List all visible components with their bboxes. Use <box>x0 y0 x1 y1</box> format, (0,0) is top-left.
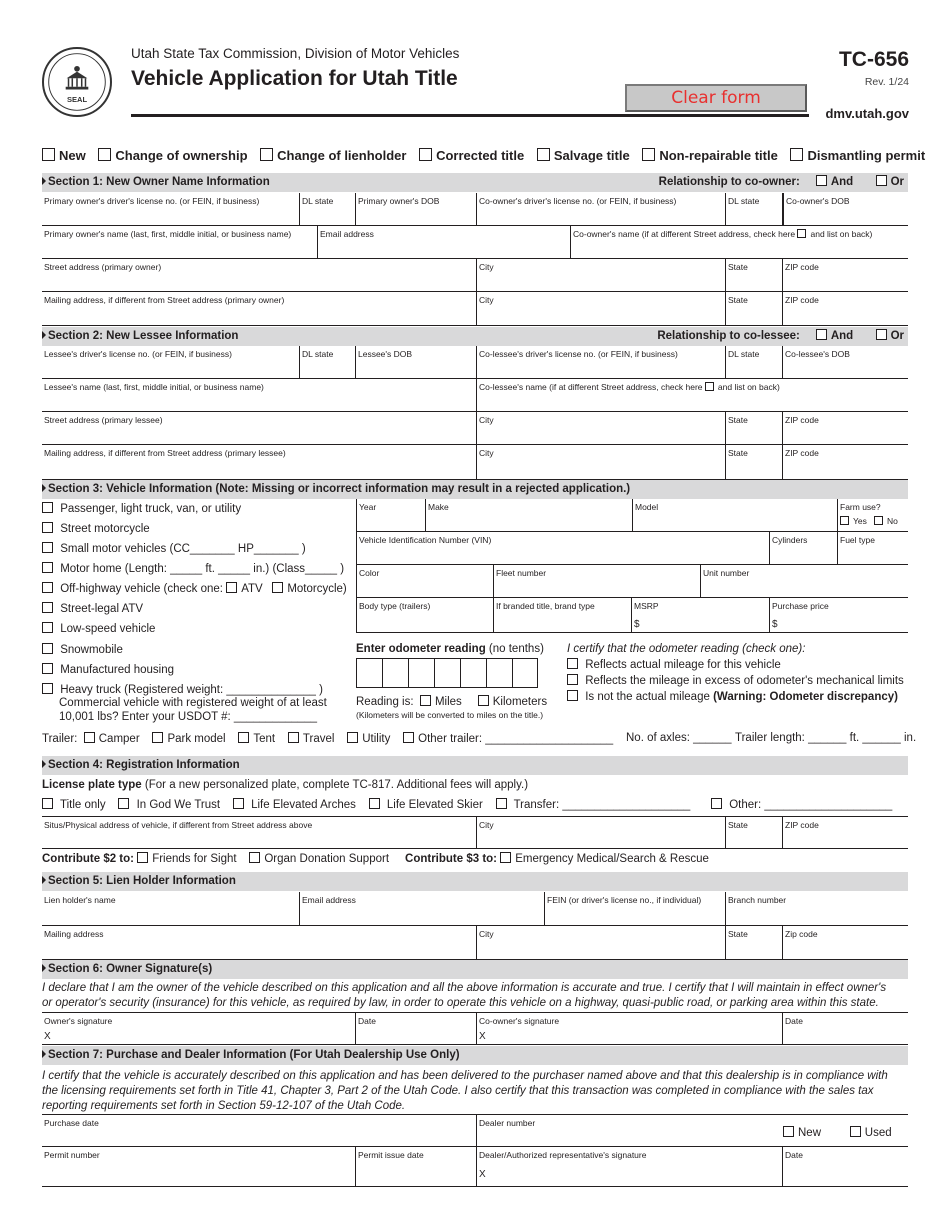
lessee-state-field[interactable]: State <box>726 412 783 445</box>
checkbox[interactable] <box>42 502 53 513</box>
co-owner-dob-field[interactable]: Co-owner's DOB <box>783 193 908 226</box>
purchase-price-field[interactable]: Purchase price $ <box>770 598 908 633</box>
miles-checkbox[interactable] <box>420 695 431 706</box>
checkbox[interactable] <box>567 690 578 701</box>
owner-dob-field[interactable]: Primary owner's DOB <box>356 193 477 226</box>
type-new[interactable]: New <box>42 148 86 163</box>
owner-dl-state-field[interactable]: DL state <box>300 193 356 226</box>
other-plate-checkbox[interactable] <box>711 798 722 809</box>
lienholder-city-field[interactable]: City <box>477 926 726 960</box>
odometer-digit[interactable] <box>434 658 460 688</box>
new-used-row: New Used <box>783 1126 892 1139</box>
body-type-field[interactable]: Body type (trailers) <box>356 598 494 633</box>
trailer-row: Trailer: Camper Park model Tent Travel Utility Other trailer: ____________________ <box>42 733 614 745</box>
co-lessee-relationship: Relationship to co-lessee: And Or <box>657 330 904 342</box>
new-checkbox[interactable] <box>783 1126 794 1137</box>
plate-options-row: Title only In God We Trust Life Elevated Arches Life Elevated Skier Transfer: ____________________ <box>42 798 690 811</box>
fleet-number-field[interactable]: Fleet number <box>494 565 701 598</box>
certify-odometer-text: I certify that the odometer reading (check one): <box>567 643 806 655</box>
type-corrected-title[interactable]: Corrected title <box>419 148 524 163</box>
farm-no-checkbox[interactable] <box>874 516 883 525</box>
lessee-mailing-state-field[interactable]: State <box>726 445 783 480</box>
arrow-icon <box>42 964 46 972</box>
dealer-certification: I certify that the vehicle is accurately described on this application and has been delivered to the purchaser named above and that this dealership is in compliance with the licensing requirements set forth in Title 41, Chapter 3, Part 2 of the Utah Code. I also certify that this transaction was completed in compliance with the sales tax reporting requirements set forth in Section 59-12-107 of the Utah Code. <box>42 1070 888 1112</box>
owner-signature-field[interactable]: Owner's signature X <box>42 1012 356 1045</box>
odometer-digit[interactable] <box>356 658 382 688</box>
make-field[interactable]: Make <box>426 499 633 532</box>
section-4-header: Section 4: Registration Information <box>42 756 908 775</box>
camper-checkbox[interactable] <box>84 732 95 743</box>
co-owner-dl-state-field[interactable]: DL state <box>726 193 783 226</box>
header-rule <box>131 114 809 117</box>
owner-dl-field[interactable]: Primary owner's driver's license no. (or FEIN, if business) <box>42 193 300 226</box>
checkbox[interactable] <box>42 643 53 654</box>
and-checkbox[interactable] <box>816 329 827 340</box>
farm-use-field: Farm use? Yes No <box>838 499 908 532</box>
year-field[interactable]: Year <box>356 499 426 532</box>
odometer-digit[interactable] <box>486 658 512 688</box>
lessee-dob-field[interactable]: Lessee's DOB <box>356 346 477 379</box>
section-3-header: Section 3: Vehicle Information (Note: Missing or incorrect information may result in a rejected application.) <box>42 480 908 499</box>
lienholder-fein-field[interactable]: FEIN (or driver's license no., if individual) <box>545 892 726 926</box>
checkbox[interactable] <box>419 148 432 161</box>
type-dismantling-permit[interactable]: Dismantling permit <box>790 148 925 163</box>
purchase-date-field[interactable]: Purchase date <box>42 1114 477 1147</box>
cert-actual-mileage[interactable]: Reflects actual mileage for this vehicle <box>567 658 781 671</box>
section-2-header: Section 2: New Lessee Information Relationship to co-lessee: And Or <box>42 327 908 346</box>
usdot-text: 10,001 lbs? Enter your USDOT #: _____________ <box>59 711 318 723</box>
owner-street-field[interactable]: Street address (primary owner) <box>42 259 477 292</box>
vehicle-type-street-atv[interactable]: Street-legal ATV <box>42 602 143 615</box>
reading-is-row: Reading is: Miles Kilometers <box>356 696 548 708</box>
brand-type-field[interactable]: If branded title, brand type <box>494 598 632 633</box>
dealer-number-field[interactable]: Dealer number <box>477 1114 908 1147</box>
checkbox[interactable] <box>42 582 53 593</box>
vehicle-type-low-speed[interactable]: Low-speed vehicle <box>42 622 155 635</box>
odometer-label: Enter odometer reading (no tenths) <box>356 643 544 655</box>
type-change-ownership[interactable]: Change of ownership <box>98 148 247 163</box>
co-owner-address-checkbox[interactable] <box>797 229 806 238</box>
form-title: Vehicle Application for Utah Title <box>131 67 458 90</box>
arrow-icon <box>42 1050 46 1058</box>
type-change-lienholder[interactable]: Change of lienholder <box>260 148 406 163</box>
organ-donation-checkbox[interactable] <box>249 852 260 863</box>
axles-field[interactable]: No. of axles: ______ <box>626 732 732 744</box>
co-lessee-dl-field[interactable]: Co-lessee's driver's license no. (or FEIN, if business) <box>477 346 726 379</box>
arrow-icon <box>42 484 46 492</box>
checkbox[interactable] <box>642 148 655 161</box>
application-type-row <box>42 148 934 163</box>
owner-mailing-state-field[interactable]: State <box>726 292 783 326</box>
friends-for-sight-checkbox[interactable] <box>137 852 148 863</box>
owner-mailing-field[interactable]: Mailing address, if different from Street address (primary owner) <box>42 292 477 326</box>
vehicle-type-heavy-truck[interactable]: Heavy truck (Registered weight: ______________ ) <box>42 683 323 696</box>
situs-city-field[interactable]: City <box>477 816 726 849</box>
owner-signature-date-field[interactable]: Date <box>356 1012 477 1045</box>
kilometers-checkbox[interactable] <box>478 695 489 706</box>
owner-declaration: I declare that I am the owner of the vehicle described on this application and all the above information is accurate and true. I certify that I will maintain in effect owner's or operator's security (insurance) for this vehicle, as required by law, in order to operate this vehicle on a highway, quasi-public road, or parking area within this state. <box>42 982 887 1009</box>
section-6-header: Section 6: Owner Signature(s) <box>42 960 908 979</box>
km-note: (Kilometers will be converted to miles on the title.) <box>356 710 544 720</box>
co-lessee-address-checkbox[interactable] <box>705 382 714 391</box>
form-revision: Rev. 1/24 <box>864 76 909 88</box>
checkbox[interactable] <box>42 148 55 161</box>
arrow-icon <box>42 331 46 339</box>
type-non-repairable[interactable]: Non-repairable title <box>642 148 777 163</box>
life-elevated-skier-checkbox[interactable] <box>369 798 380 809</box>
dealer-signature-date-field[interactable]: Date <box>783 1147 908 1187</box>
co-owner-signature-field[interactable]: Co-owner's signature X <box>477 1012 783 1045</box>
transfer-checkbox[interactable] <box>496 798 507 809</box>
plate-other: Other: ____________________ <box>711 798 892 811</box>
clear-form-button[interactable]: Clear form <box>625 84 807 112</box>
tent-checkbox[interactable] <box>238 732 249 743</box>
travel-checkbox[interactable] <box>288 732 299 743</box>
life-elevated-arches-checkbox[interactable] <box>233 798 244 809</box>
odometer-digit[interactable] <box>512 658 538 688</box>
lessee-mailing-field[interactable]: Mailing address, if different from Street address (primary lessee) <box>42 445 477 480</box>
checkbox[interactable] <box>567 674 578 685</box>
plate-type-label: License plate type (For a new personalized plate, complete TC-817. Additional fees will apply.) <box>42 779 529 791</box>
fuel-type-field[interactable]: Fuel type <box>838 532 908 565</box>
owner-zip-field[interactable]: ZIP code <box>783 259 908 292</box>
website: dmv.utah.gov <box>825 106 909 121</box>
odometer-digit[interactable] <box>382 658 408 688</box>
checkbox[interactable] <box>790 148 803 161</box>
agency-name: Utah State Tax Commission, Division of Motor Vehicles <box>131 46 460 61</box>
park-model-checkbox[interactable] <box>152 732 163 743</box>
co-lessee-name-field[interactable]: Co-lessee's name (if at different Street address, check here and list on back) <box>477 379 908 412</box>
checkbox[interactable] <box>42 562 53 573</box>
emergency-medical-checkbox[interactable] <box>500 852 511 863</box>
or-checkbox[interactable] <box>876 175 887 186</box>
owner-email-field[interactable]: Email address <box>318 226 571 259</box>
atv-checkbox[interactable] <box>226 582 237 593</box>
permit-issue-date-field[interactable]: Permit issue date <box>356 1147 477 1187</box>
lessee-zip-field[interactable]: ZIP code <box>783 412 908 445</box>
in-god-we-trust-checkbox[interactable] <box>118 798 129 809</box>
lienholder-email-field[interactable]: Email address <box>300 892 545 926</box>
lessee-mailing-city-field[interactable]: City <box>477 445 726 480</box>
cert-excess-mileage[interactable]: Reflects the mileage in excess of odometer's mechanical limits <box>567 674 904 687</box>
lienholder-branch-field[interactable]: Branch number <box>726 892 908 926</box>
owner-city-field[interactable]: City <box>477 259 726 292</box>
owner-mailing-city-field[interactable]: City <box>477 292 726 326</box>
state-seal-logo <box>42 47 112 117</box>
cert-not-actual[interactable]: Is not the actual mileage (Warning: Odometer discrepancy) <box>567 690 898 703</box>
co-owner-name-field[interactable]: Co-owner's name (if at different Street address, check here and list on back) <box>571 226 908 259</box>
section-7-header: Section 7: Purchase and Dealer Information (For Utah Dealership Use Only) <box>42 1046 908 1065</box>
lessee-name-field[interactable]: Lessee's name (last, first, middle initial, or business name) <box>42 379 477 412</box>
co-owner-relationship: Relationship to co-owner: And Or <box>658 176 904 188</box>
co-owner-dl-field[interactable]: Co-owner's driver's license no. (or FEIN, if business) <box>477 193 726 226</box>
checkbox[interactable] <box>567 658 578 669</box>
or-checkbox[interactable] <box>876 329 887 340</box>
unit-number-field[interactable]: Unit number <box>701 565 908 598</box>
contribution-row: Contribute $2 to: Friends for Sight Organ Donation Support Contribute $3 to: Emergency Medical/Search & Rescue <box>42 853 709 865</box>
situs-zip-field[interactable]: ZIP code <box>783 816 908 849</box>
section-1-header: Section 1: New Owner Name Information Relationship to co-owner: And Or <box>42 173 908 192</box>
vehicle-type-street-motorcycle[interactable]: Street motorcycle <box>42 522 150 535</box>
lessee-dl-field[interactable]: Lessee's driver's license no. (or FEIN, if business) <box>42 346 300 379</box>
owner-name-field[interactable]: Primary owner's name (last, first, middle initial, or business name) <box>42 226 318 259</box>
checkbox[interactable] <box>42 602 53 613</box>
checkbox[interactable] <box>537 148 550 161</box>
checkbox[interactable] <box>98 148 111 161</box>
odometer-digit[interactable] <box>460 658 486 688</box>
owner-state-field[interactable]: State <box>726 259 783 292</box>
heavy-truck-commercial-text: Commercial vehicle with registered weight of at least <box>59 697 327 709</box>
vehicle-type-passenger[interactable]: Passenger, light truck, van, or utility <box>42 502 241 515</box>
vehicle-type-snowmobile[interactable]: Snowmobile <box>42 643 123 656</box>
farm-yes-checkbox[interactable] <box>840 516 849 525</box>
lienholder-mailing-field[interactable]: Mailing address <box>42 926 477 960</box>
seal-label: SEAL <box>66 94 88 104</box>
arrow-icon <box>42 760 46 768</box>
odometer-digit[interactable] <box>408 658 434 688</box>
other-trailer-checkbox[interactable] <box>403 732 414 743</box>
owner-mailing-zip-field[interactable]: ZIP code <box>783 292 908 326</box>
model-field[interactable]: Model <box>633 499 838 532</box>
checkbox[interactable] <box>42 622 53 633</box>
utility-checkbox[interactable] <box>347 732 358 743</box>
lienholder-state-field[interactable]: State <box>726 926 783 960</box>
checkbox[interactable] <box>42 542 53 553</box>
lienholder-name-field[interactable]: Lien holder's name <box>42 892 300 926</box>
checkbox[interactable] <box>42 683 53 694</box>
situs-state-field[interactable]: State <box>726 816 783 849</box>
checkbox[interactable] <box>42 522 53 533</box>
vin-field[interactable]: Vehicle Identification Number (VIN) <box>356 532 770 565</box>
type-salvage-title[interactable]: Salvage title <box>537 148 630 163</box>
vehicle-type-motor-home[interactable]: Motor home (Length: _____ ft. _____ in.) (Class_____ ) <box>42 562 344 575</box>
used-checkbox[interactable] <box>850 1126 861 1137</box>
checkbox[interactable] <box>42 663 53 674</box>
co-lessee-dob-field[interactable]: Co-lessee's DOB <box>783 346 908 379</box>
lessee-dl-state-field[interactable]: DL state <box>300 346 356 379</box>
lessee-city-field[interactable]: City <box>477 412 726 445</box>
arrow-icon <box>42 177 46 185</box>
situs-address-field[interactable]: Situs/Physical address of vehicle, if different from Street address above <box>42 816 477 849</box>
dealer-signature-field[interactable]: Dealer/Authorized representative's signature X <box>477 1147 783 1187</box>
lienholder-zip-field[interactable]: Zip code <box>783 926 908 960</box>
lessee-street-field[interactable]: Street address (primary lessee) <box>42 412 477 445</box>
co-lessee-dl-state-field[interactable]: DL state <box>726 346 783 379</box>
trailer-length-field[interactable]: Trailer length: ______ ft. ______ in. <box>735 732 917 744</box>
permit-number-field[interactable]: Permit number <box>42 1147 356 1187</box>
arrow-icon <box>42 876 46 884</box>
section-5-header: Section 5: Lien Holder Information <box>42 872 908 891</box>
checkbox[interactable] <box>260 148 273 161</box>
title-only-checkbox[interactable] <box>42 798 53 809</box>
color-field[interactable]: Color <box>356 565 494 598</box>
ohv-motorcycle-checkbox[interactable] <box>272 582 283 593</box>
form-code: TC-656 <box>838 48 909 71</box>
cylinders-field[interactable]: Cylinders <box>770 532 838 565</box>
lessee-mailing-zip-field[interactable]: ZIP code <box>783 445 908 480</box>
vehicle-type-ohv[interactable]: Off-highway vehicle (check one: ATV Motorcycle) <box>42 582 347 595</box>
msrp-field[interactable]: MSRP $ <box>632 598 770 633</box>
vehicle-type-small-motor[interactable]: Small motor vehicles (CC_______ HP_______ ) <box>42 542 306 555</box>
and-checkbox[interactable] <box>816 175 827 186</box>
vehicle-type-manufactured-housing[interactable]: Manufactured housing <box>42 663 174 676</box>
co-owner-signature-date-field[interactable]: Date <box>783 1012 908 1045</box>
